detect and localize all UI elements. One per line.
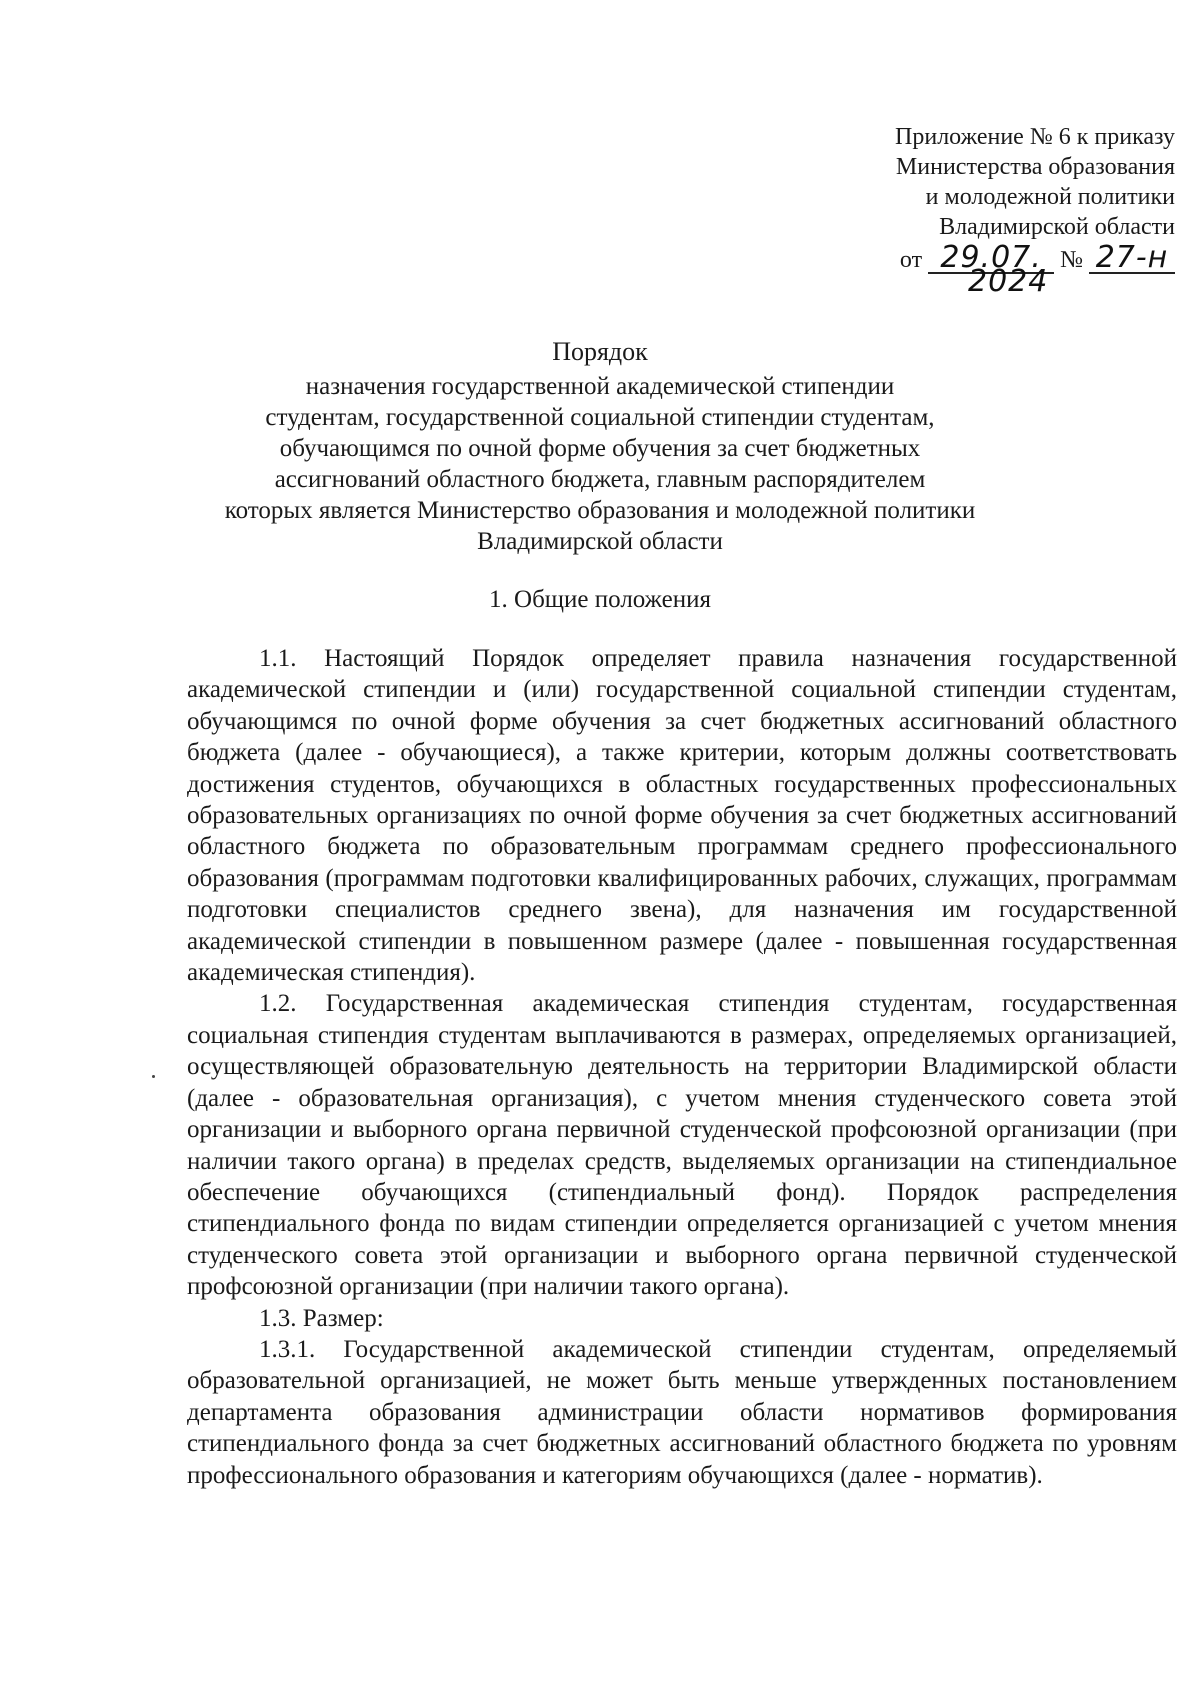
appendix-line-1: Приложение № 6 к приказу (895, 124, 1175, 150)
paragraph-1-3-1: 1.3.1. Государственной академической стипендии студентам, определяемый образовательной организацией, не может быть меньше утвержденных постановлением департамента образования администрации области нормативов формирования стипендиального фонда за счет бюджетных ассигнований областного бюджета по уровням профессионального образования и категориям обучающихся (далее - норматив). (187, 1335, 1177, 1489)
title-line: обучающимся по очной форме обучения за счет бюджетных (279, 435, 921, 462)
scan-speck (152, 1075, 155, 1078)
appendix-header (895, 122, 1175, 275)
appendix-line-2: Министерства образования (895, 154, 1175, 180)
paragraph-1-1: 1.1. Настоящий Порядок определяет правила назначения государственной академической стипендии и (или) государственной социальной стипендии студентам, обучающимся по очной форме обучения за счет бюджетных ассигнований областного бюджета (далее - обучающиеся), а также критерии, которым должны соответствовать достижения студентов, обучающихся в областных государственных профессиональных образовательных организациях по очной форме обучения за счет бюджетных ассигнований областного бюджета по образовательным программам среднего профессионального образования (программам подготовки квалифицированных рабочих, служащих, программам подготовки специалистов среднего звена), для назначения им государственной академической стипендии в повышенном размере (далее - повышенная государственная академическая стипендия). (187, 645, 1177, 987)
handwritten-year: 2024 (968, 264, 1049, 299)
appendix-line-4: Владимирской области (939, 214, 1175, 240)
title-line: которых является Министерство образования и молодежной политики (224, 497, 976, 524)
date-prefix: от (899, 247, 923, 273)
title-line: Владимирской области (477, 528, 723, 555)
paragraph-1-2: 1.2. Государственная академическая стипендия студентам, государственная социальная стипендия студентам выплачиваются в размерах, определяемых организацией, осуществляющей образовательную деятельность на территории Владимирской области (далее - образовательная организация), с учетом мнения студенческого совета этой организации и выборного органа первичной студенческой профсоюзной организации (при наличии такого органа) в пределах средств, выделяемых организации на стипендиальное обеспечение обучающихся (стипендиальный фонд). Порядок распределения стипендиального фонда по видам стипендии определяется организацией с учетом мнения студенческого совета этой организации и выборного органа первичной студенческой профсоюзной организации (при наличии такого органа). (187, 990, 1177, 1301)
paragraph-1-3: 1.3. Размер: (259, 1304, 384, 1332)
title-line: студентам, государственной социальной стипендии студентам, (265, 404, 935, 431)
number-prefix: № (1060, 247, 1083, 273)
appendix-line-3: и молодежной политики (925, 184, 1175, 210)
document-title (0, 336, 1200, 557)
title-main: Порядок (552, 337, 648, 366)
section-title: 1. Общие положения (489, 586, 711, 613)
handwritten-number: 27-н (1089, 244, 1175, 274)
handwritten-date: 29.07. (928, 244, 1054, 274)
title-line: назначения государственной академической стипендии (305, 373, 895, 400)
document-body (187, 643, 1177, 1491)
title-line: ассигнований областного бюджета, главным распорядителем (274, 466, 926, 493)
